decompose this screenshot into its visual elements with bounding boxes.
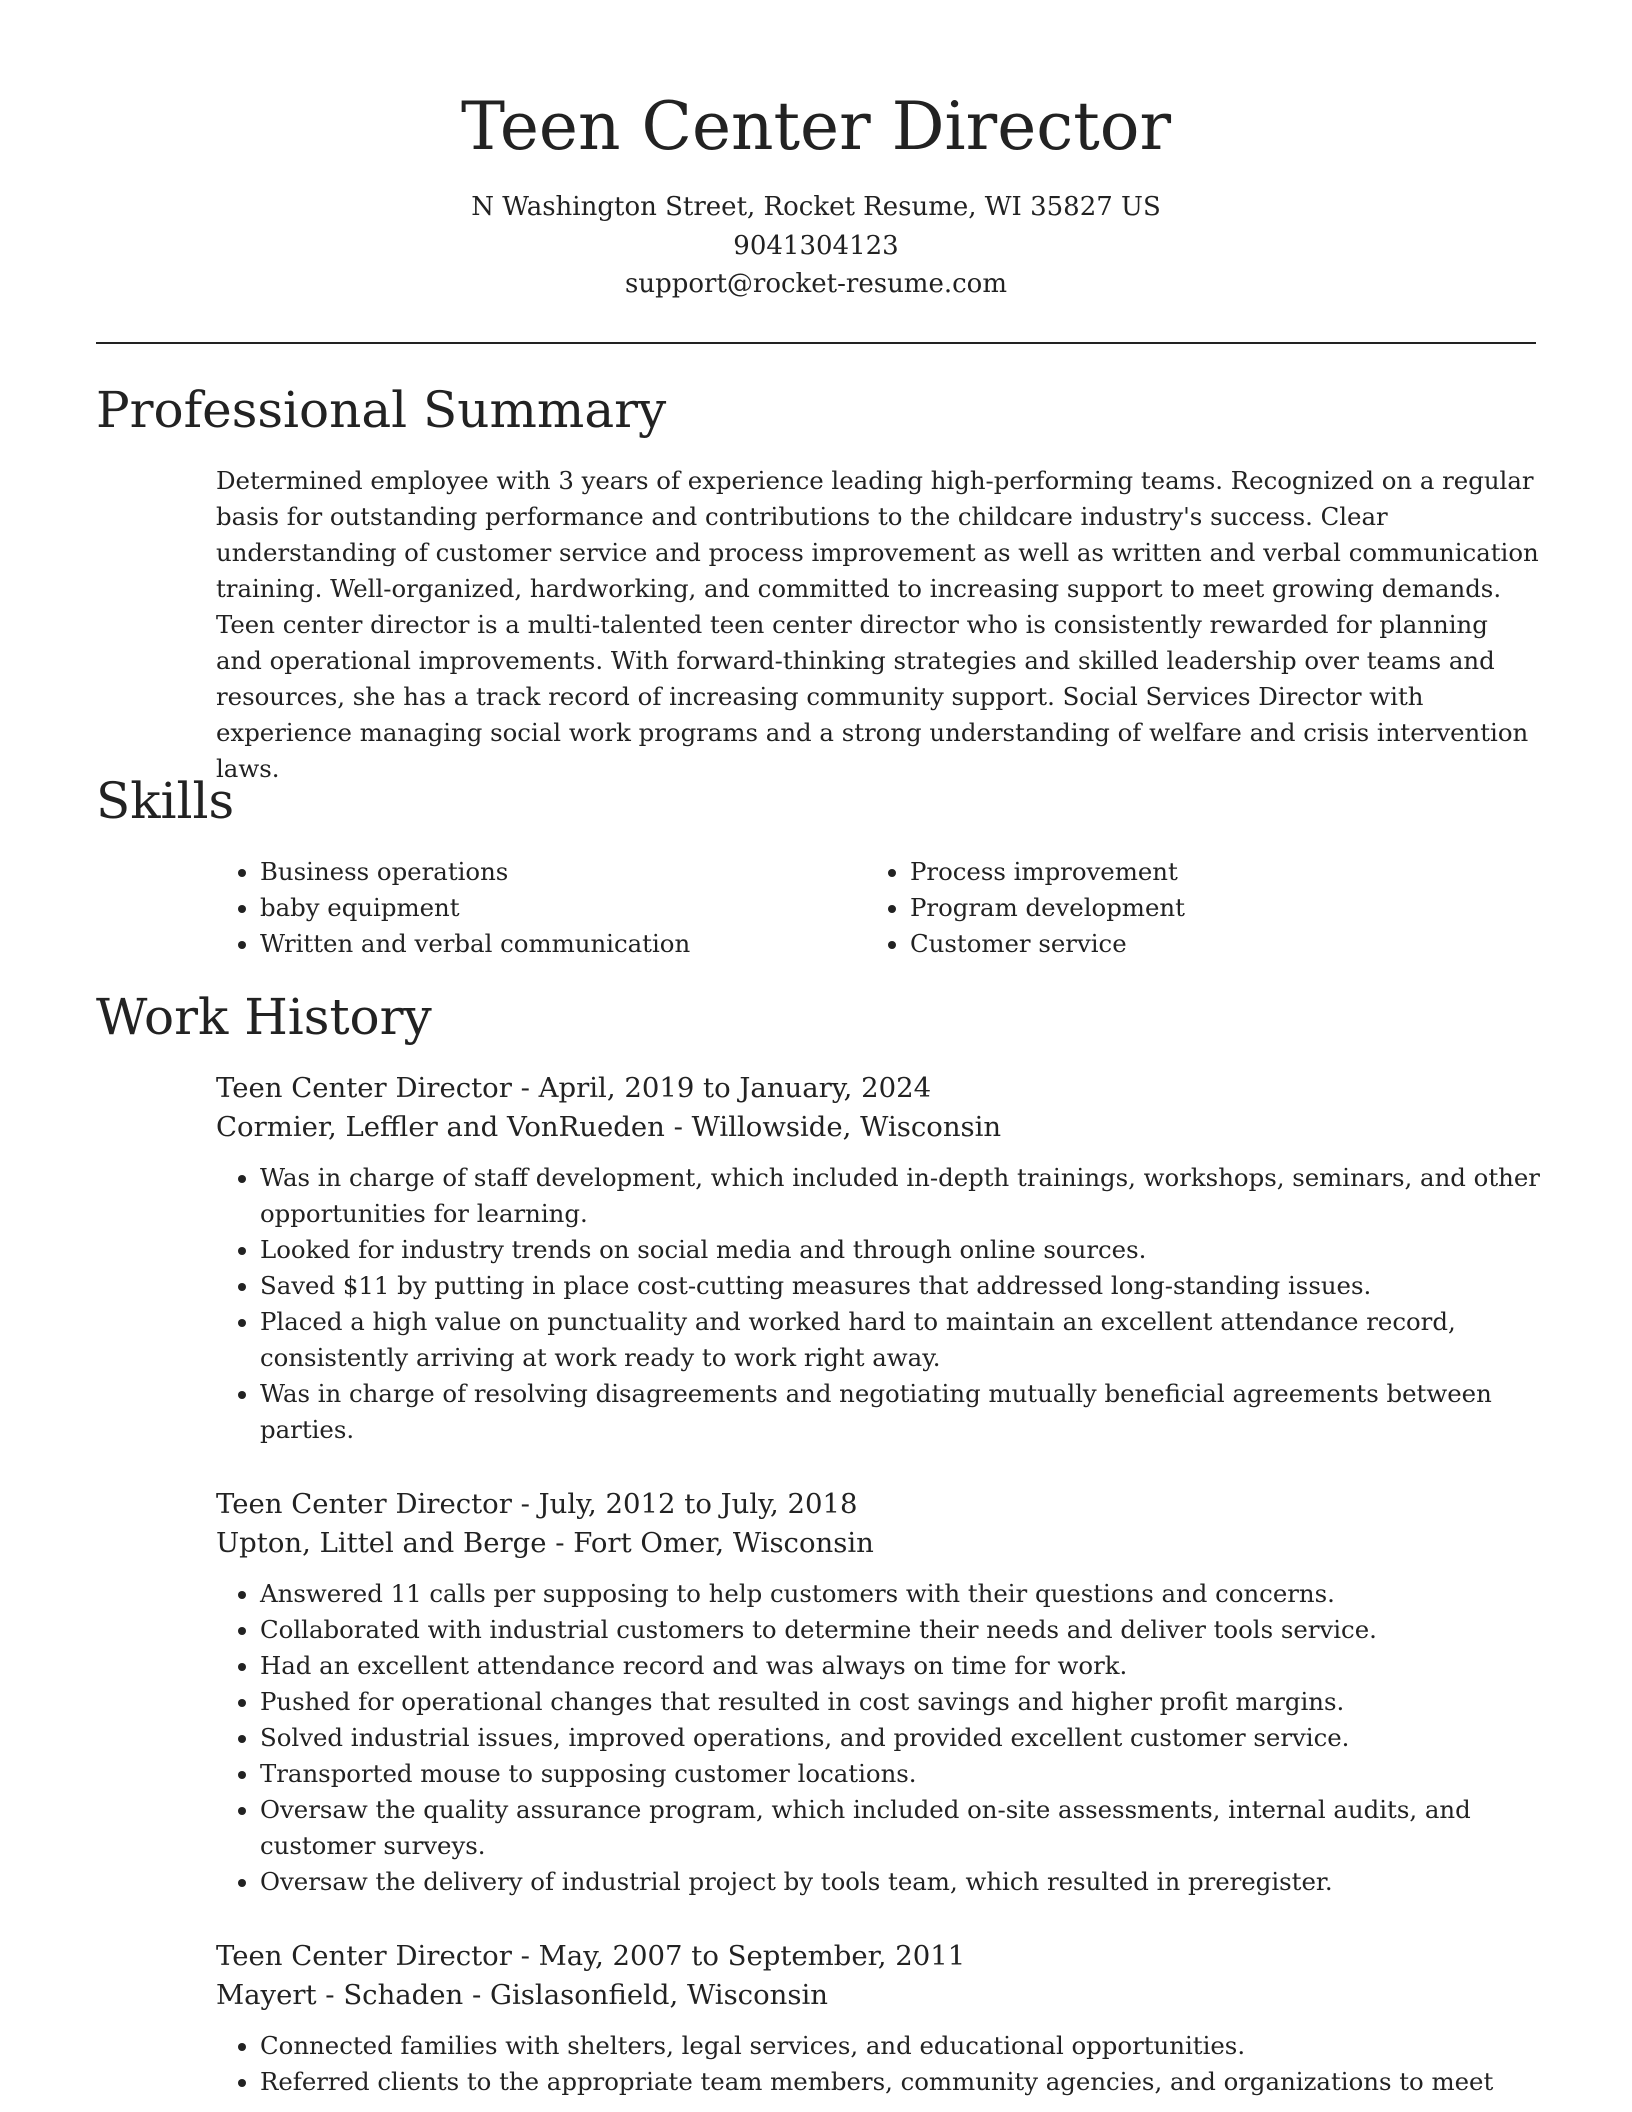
job-duty-item: • Was in charge of resolving disagreements and negotiating mutually beneficial agreements between parties. (260, 1376, 1541, 1448)
job-duty-item: • Collaborated with industrial customers to determine their needs and deliver tools service. (260, 1612, 1541, 1648)
job-company-line: Cormier, Leffler and VonRueden - Willowside, Wisconsin (216, 1110, 1002, 1143)
job-duty-item: • Saved $11 by putting in place cost-cutting measures that addressed long-standing issues. (260, 1268, 1541, 1304)
job-duty-item: • Oversaw the quality assurance program, which included on-site assessments, internal audits, and customer surveys. (260, 1792, 1541, 1864)
summary-heading: Professional Summary (96, 381, 667, 439)
job-duty-item: • Answered 11 calls per supposing to help customers with their questions and concerns. (260, 1576, 1541, 1612)
contact-address: N Washington Street, Rocket Resume, WI 35827 US (471, 192, 1161, 222)
job-entry (216, 1069, 1541, 1448)
contact-phone: 9041304123 (733, 230, 899, 261)
job-duties-list (216, 2028, 1541, 2100)
job-title-line: Teen Center Director - April, 2019 to January, 2024 (216, 1072, 932, 1104)
job-duties-list (216, 1160, 1541, 1448)
job-duty-item: • Oversaw the delivery of industrial project by tools team, which resulted in preregister. (260, 1864, 1541, 1900)
skills-list-left (216, 854, 690, 962)
skills-heading: Skills (96, 772, 235, 830)
job-entry (216, 1485, 1541, 1900)
skill-item: • Written and verbal communication (260, 926, 690, 962)
summary-text: Determined employee with 3 years of experience leading high-performing teams. Recognized on a regular basis for outstanding performance and contributions to the childcare industry's success. Clear understanding of customer service and process improvement as well as written and verbal communication training. Well-organized, hardworking, and committed to increasing support to meet growing demands. Teen center director is a multi-talented teen center director who is consistently rewarded for planning and operational improvements. With forward-thinking strategies and skilled leadership over teams and resources, she has a track record of increasing community support. Social Services Director with experience managing social work programs and a strong understanding of welfare and crisis intervention laws. (216, 466, 1539, 783)
contact-email: support@rocket-resume.com (624, 269, 1007, 299)
job-entry (216, 1937, 1541, 2100)
contact-block (0, 188, 1632, 304)
skill-item: • Business operations (260, 854, 690, 890)
job-duty-item: • Solved industrial issues, improved operations, and provided excellent customer service. (260, 1720, 1541, 1756)
job-duty-item: • Pushed for operational changes that resulted in cost savings and higher profit margins. (260, 1684, 1541, 1720)
job-title-line: Teen Center Director - May, 2007 to September, 2011 (216, 1940, 966, 1972)
job-duty-item: • Referred clients to the appropriate team members, community agencies, and organizations to meet (260, 2064, 1541, 2100)
skill-item: • Program development (910, 890, 1185, 926)
job-duty-item: • Had an excellent attendance record and was always on time for work. (260, 1648, 1541, 1684)
job-duty-item: • Placed a high value on punctuality and worked hard to maintain an excellent attendance record, consistently arriving at work ready to work right away. (260, 1304, 1541, 1376)
job-title-line: Teen Center Director - July, 2012 to July, 2018 (216, 1488, 858, 1520)
header-divider (96, 342, 1536, 344)
job-duty-item: • Looked for industry trends on social media and through online sources. (260, 1232, 1541, 1268)
job-duty-item: • Was in charge of staff development, which included in-depth trainings, workshops, seminars, and other opportunities for learning. (260, 1160, 1541, 1232)
skill-item: • Process improvement (910, 854, 1185, 890)
job-duty-item: • Transported mouse to supposing customer locations. (260, 1756, 1541, 1792)
skill-item: • Customer service (910, 926, 1185, 962)
resume-header (0, 0, 1632, 304)
job-company-line: Mayert - Schaden - Gislasonfield, Wisconsin (216, 1978, 828, 2011)
skills-list-right (866, 854, 1185, 962)
job-company-line: Upton, Littel and Berge - Fort Omer, Wisconsin (216, 1526, 874, 1559)
job-duties-list (216, 1576, 1541, 1900)
work-history-heading: Work History (96, 988, 432, 1046)
resume-name: Teen Center Director (460, 88, 1172, 165)
skill-item: • baby equipment (260, 890, 690, 926)
job-duty-item: • Connected families with shelters, legal services, and educational opportunities. (260, 2028, 1541, 2064)
